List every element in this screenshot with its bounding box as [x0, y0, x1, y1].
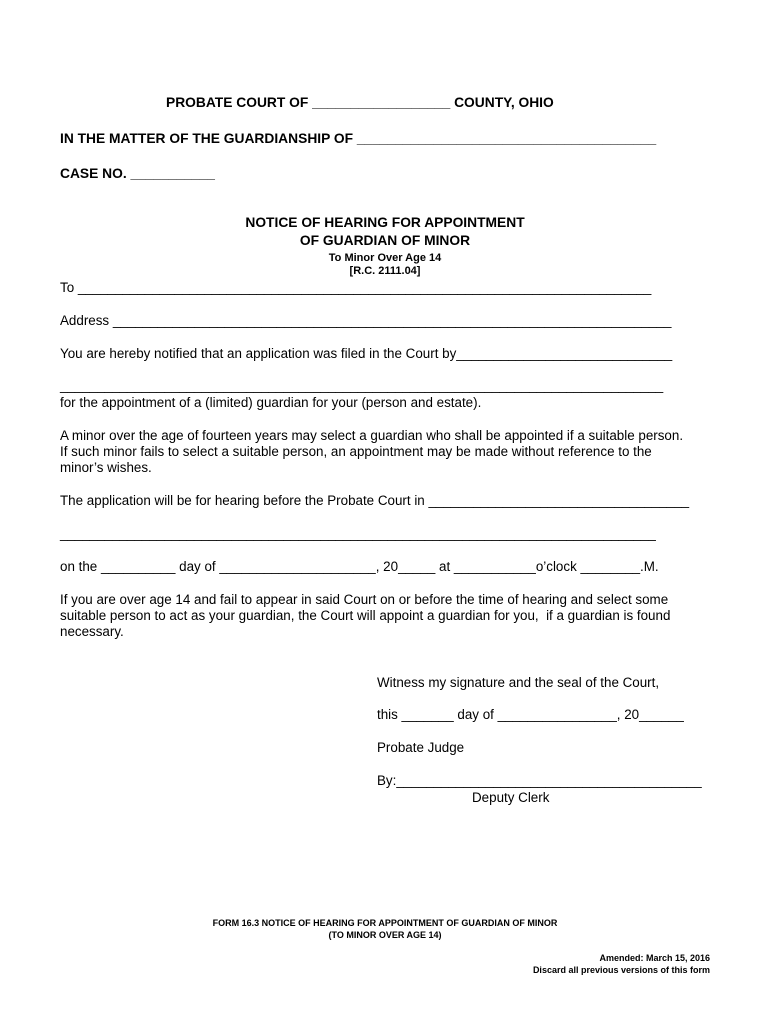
- hearing-line: The application will be for hearing before the Probate Court in ___________________________________: [60, 493, 690, 508]
- address-line: Address ___________________________________________________________________________: [60, 313, 672, 328]
- court-blank-line: ________________________________________________________________________________: [60, 526, 656, 541]
- court-line: PROBATE COURT OF __________________ COUNTY, OHIO: [166, 95, 554, 110]
- form-id-line-1: FORM 16.3 NOTICE OF HEARING FOR APPOINTMENT OF GUARDIAN OF MINOR: [212, 918, 558, 928]
- witness-line: Witness my signature and the seal of the Court,: [377, 675, 660, 690]
- matter-line: IN THE MATTER OF THE GUARDIANSHIP OF _______________________________________: [60, 131, 657, 146]
- amended-date: Amended: March 15, 2016: [599, 953, 710, 963]
- notified-line: You are hereby notified that an application was filed in the Court by_____________________________: [60, 346, 673, 361]
- deputy-clerk-label: Deputy Clerk: [472, 790, 550, 805]
- hearing-date-line: on the __________ day of _____________________, 20_____ at ___________o’clock ________.M.: [60, 559, 659, 574]
- signature-date-line: this _______ day of ________________, 20______: [377, 707, 684, 722]
- fail-paragraph-line-1: If you are over age 14 and fail to appear in said Court on or before the time of hearing and select some: [60, 592, 669, 607]
- to-line: To _____________________________________________________________________________: [60, 280, 652, 295]
- by-signature-line: By:_________________________________________: [377, 773, 702, 788]
- applicant-blank-line: _________________________________________________________________________________: [60, 378, 664, 393]
- statute-reference: [R.C. 2111.04]: [349, 265, 421, 277]
- case-number-line: CASE NO. ___________: [60, 166, 215, 181]
- probate-judge-label: Probate Judge: [377, 740, 465, 755]
- minor-paragraph-line-3: minor’s wishes.: [60, 460, 152, 475]
- minor-paragraph-line-2: If such minor fails to select a suitable person, an appointment may be made without reference to the: [60, 444, 652, 459]
- title-line-1: NOTICE OF HEARING FOR APPOINTMENT: [245, 215, 525, 230]
- minor-paragraph-line-1: A minor over the age of fourteen years may select a guardian who shall be appointed if a suitable person.: [60, 428, 684, 443]
- subtitle-line-1: To Minor Over Age 14: [328, 252, 442, 264]
- title-line-2: OF GUARDIAN OF MINOR: [299, 233, 471, 248]
- form-id-line-2: (TO MINOR OVER AGE 14): [328, 930, 442, 940]
- discard-notice: Discard all previous versions of this form: [532, 965, 710, 975]
- appointment-line: for the appointment of a (limited) guardian for your (person and estate).: [60, 395, 482, 410]
- fail-paragraph-line-3: necessary.: [60, 624, 124, 639]
- fail-paragraph-line-2: suitable person to act as your guardian, the Court will appoint a guardian for you, if a guardian is found: [60, 608, 671, 623]
